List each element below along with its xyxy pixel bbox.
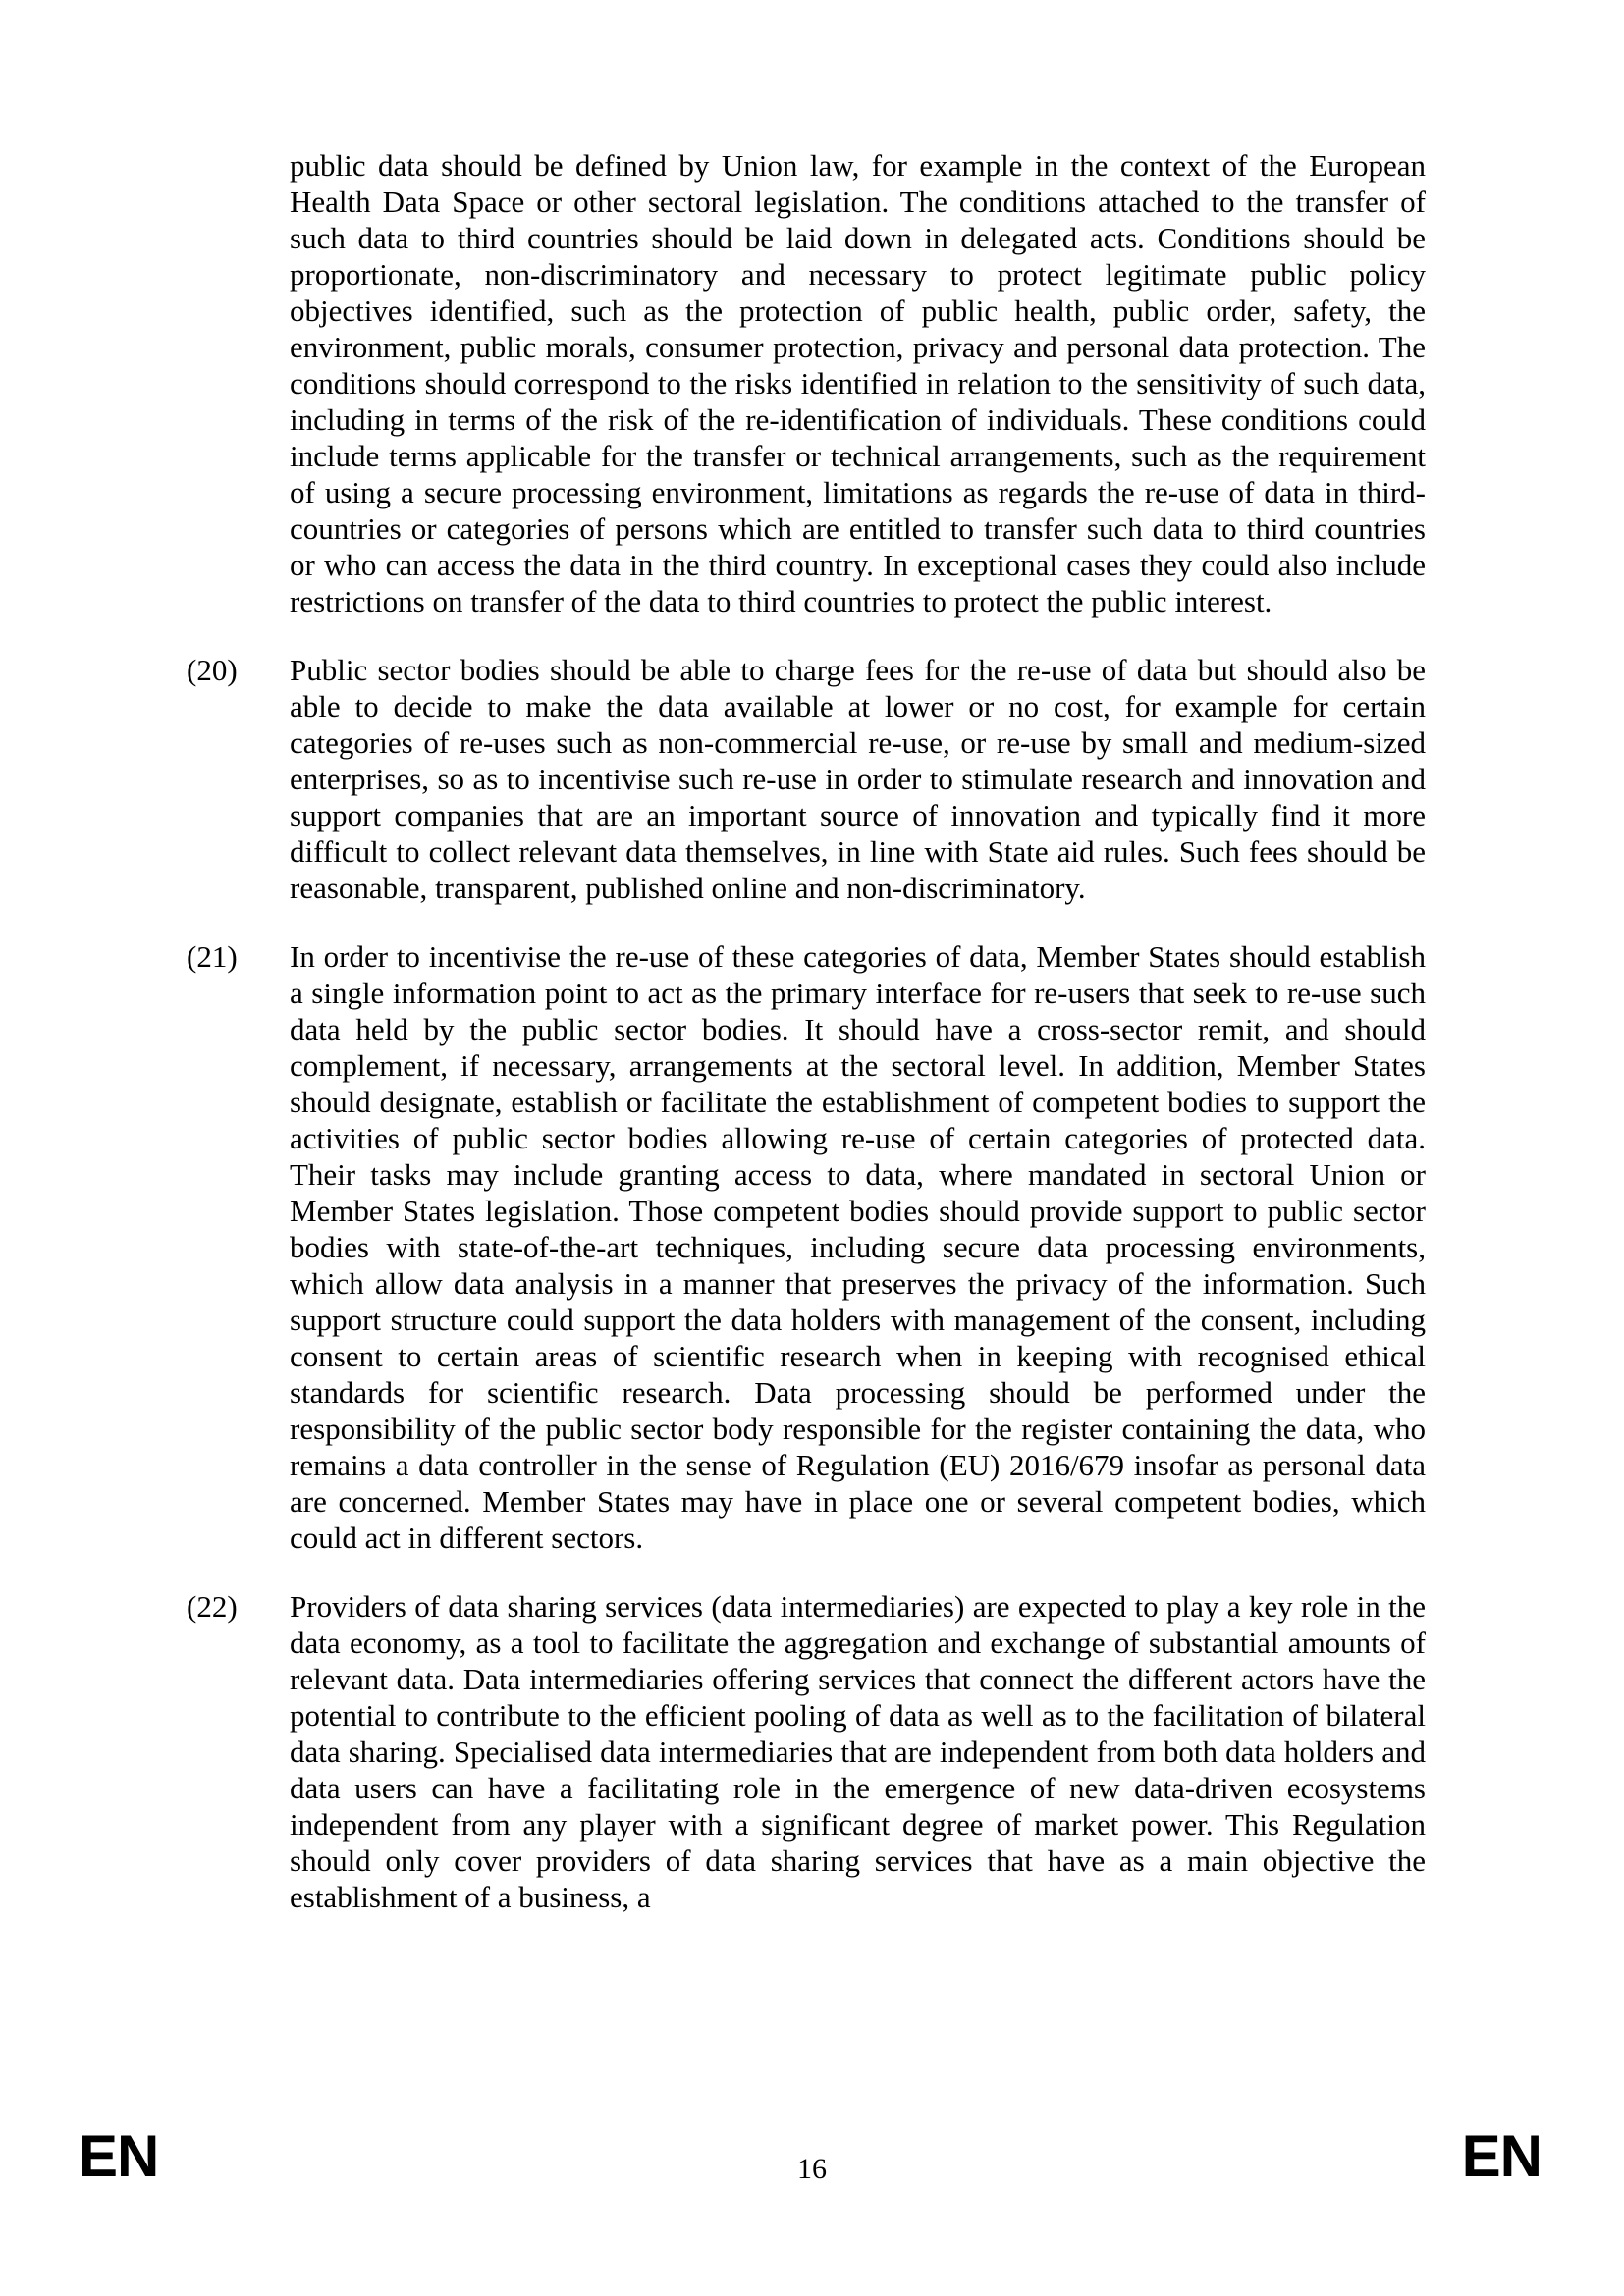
recital-text: In order to incentivise the re-use of these categories of data, Member States should establish a single information point to act as the primary interface for re-users that seek to re-use such data held by the public sector bodies. It should have a cross-sector remit, and should complement, if necessary, arrangements at the sectoral level. In addition, Member States should designate, establish or facilitate the establishment of competent bodies to support the activities of public sector bodies allowing re-use of certain categories of protected data. Their tasks may include granting access to data, where mandated in sectoral Union or Member States legislation. Those competent bodies should provide support to public sector bodies with state-of-the-art techniques, including secure data processing environments, which allow data analysis in a manner that preserves the privacy of the information. Such support structure could support the data holders with management of the consent, including consent to certain areas of scientific research when in keeping with recognised ethical standards for scientific research. Data processing should be performed under the responsibility of the public sector body responsible for the register containing the data, who remains a data controller in the sense of Regulation (EU) 2016/679 insofar as personal data are concerned. Member States may have in place one or several competent bodies, which could act in different sectors. (290, 939, 1426, 1555)
recital-number: (22) (187, 1589, 238, 1624)
footer-language-left: EN (79, 2123, 159, 2189)
recital-number: (21) (187, 939, 238, 974)
recital-text: Public sector bodies should be able to charge fees for the re-use of data but should also be able to decide to make the data available at lower or no cost, for example for certain categories of re-uses such as non-commercial re-use, or re-use by small and medium-sized enterprises, so as to incentivise such re-use in order to stimulate research and innovation and support companies that are an important source of innovation and typically find it more difficult to collect relevant data themselves, in line with State aid rules. Such fees should be reasonable, transparent, published online and non-discriminatory. (290, 653, 1426, 905)
footer-language-right: EN (1461, 2123, 1542, 2189)
recital-21 (0, 938, 1624, 1556)
recitals-section (0, 147, 1624, 1948)
recital-20 (0, 652, 1624, 906)
page-number: 16 (797, 2153, 827, 2185)
recital-text: Providers of data sharing services (data intermediaries) are expected to play a key role in the data economy, as a tool to facilitate the aggregation and exchange of substantial amounts of relevant data. Data intermediaries offering services that connect the different actors have the potential to contribute to the efficient pooling of data as well as to the facilitation of bilateral data sharing. Specialised data intermediaries that are independent from both data holders and data users can have a facilitating role in the emergence of new data-driven ecosystems independent from any player with a significant degree of market power. This Regulation should only cover providers of data sharing services that have as a main objective the establishment of a business, a (290, 1589, 1426, 1914)
recital-number: (20) (187, 653, 238, 687)
recital-22 (0, 1588, 1624, 1915)
recital-continuation (0, 147, 1624, 619)
recital-text: public data should be defined by Union law, for example in the context of the European Health Data Space or other sectoral legislation. The conditions attached to the transfer of such data to third countries should be laid down in delegated acts. Conditions should be proportionate, non-discriminatory and necessary to protect legitimate public policy objectives identified, such as the protection of public health, public order, safety, the environment, public morals, consumer protection, privacy and personal data protection. The conditions should correspond to the risks identified in relation to the sensitivity of such data, including in terms of the risk of the re-identification of individuals. These conditions could include terms applicable for the transfer or technical arrangements, such as the requirement of using a secure processing environment, limitations as regards the re-use of data in third-countries or categories of persons which are entitled to transfer such data to third countries or who can access the data in the third country. In exceptional cases they could also include restrictions on transfer of the data to third countries to protect the public interest. (290, 148, 1426, 618)
